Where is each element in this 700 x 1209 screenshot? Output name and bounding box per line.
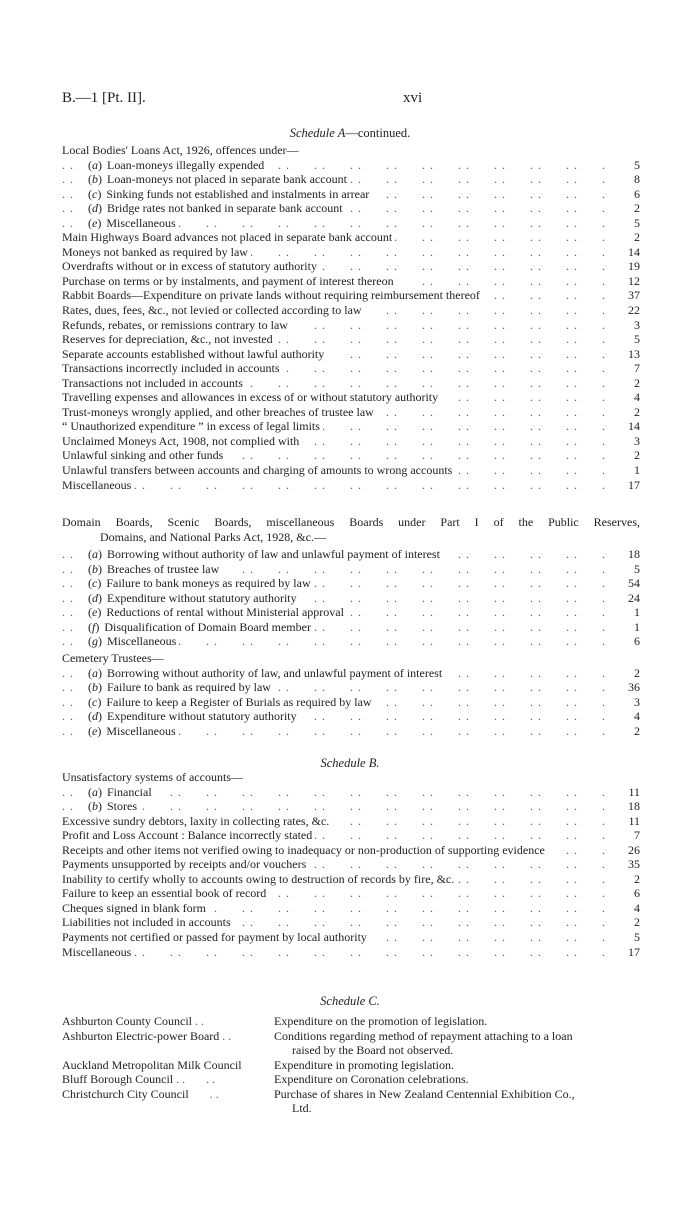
list-item — [62, 448, 640, 463]
item-label — [88, 620, 314, 635]
item-label — [88, 709, 300, 724]
authority-name-text: Bluff Borough Council — [62, 1072, 174, 1087]
item-letter: (e) — [88, 215, 102, 230]
domain-boards-section — [62, 515, 640, 649]
item-label — [62, 245, 251, 260]
schedule-a-continued: —continued. — [345, 126, 411, 140]
list-item — [62, 143, 640, 158]
list-subitem — [62, 799, 640, 814]
item-count: 1 — [610, 605, 640, 620]
schedule-b-list — [62, 770, 640, 959]
leader-dots: . . — [192, 1014, 205, 1028]
item-label — [62, 405, 377, 420]
schedule-c-row — [62, 1029, 640, 1058]
description-continuation: raised by the Board not observed. — [292, 1043, 454, 1058]
cemetery-heading — [62, 651, 640, 666]
list-item — [62, 332, 640, 347]
leader-dots: . . . . — [173, 1072, 216, 1087]
schedule-c-row — [62, 1072, 640, 1087]
local-authority-name — [62, 1087, 272, 1102]
schedule-c-list — [62, 1014, 640, 1116]
item-label — [88, 187, 372, 202]
list-subitem — [62, 785, 640, 800]
list-item — [62, 814, 640, 829]
item-text: Miscellaneous — [62, 477, 132, 492]
list-subitem — [62, 666, 640, 681]
list-item — [62, 288, 640, 303]
item-text: Failure to keep an essential book of record — [62, 886, 267, 901]
item-text: Rates, dues, fees, &c., not levied or collected according to law — [62, 303, 362, 318]
item-label — [88, 695, 375, 710]
description-text: Conditions regarding method of repayment attaching to a loan — [274, 1028, 573, 1043]
item-letter: (c) — [88, 186, 102, 201]
item-letter: (a) — [88, 157, 102, 172]
item-letter: (b) — [88, 172, 102, 187]
item-text: Miscellaneous — [107, 634, 177, 649]
item-count: 2 — [610, 201, 640, 216]
document-reference: B.—1 [Pt. II]. — [62, 90, 146, 106]
item-text: Liabilities not included in accounts — [62, 915, 231, 930]
item-text: Failure to keep a Register of Burials as required by law — [106, 694, 372, 709]
item-text: Unlawful sinking and other funds — [62, 448, 224, 463]
item-text: Expenditure without statutory authority — [107, 590, 297, 605]
page-header — [62, 90, 642, 110]
list-subitem — [62, 172, 640, 187]
item-text: Breaches of trustee law — [107, 561, 220, 576]
item-count: 8 — [610, 172, 640, 187]
leader-dots: . . — [219, 1028, 232, 1043]
description-text: Expenditure on Coronation celebrations. — [274, 1072, 469, 1087]
item-label — [88, 158, 267, 173]
item-label — [88, 172, 350, 187]
cemetery-section — [62, 651, 640, 738]
item-letter: (c) — [88, 694, 102, 709]
item-text: Transactions not included in accounts — [62, 375, 243, 390]
item-text: Miscellaneous — [62, 944, 132, 959]
item-text: Cheques signed in blank form — [62, 900, 206, 915]
list-item — [62, 828, 640, 843]
item-text: Expenditure without statutory authority — [107, 709, 297, 724]
list-item — [62, 872, 640, 887]
item-text: Sinking funds not established and instalments in arrear — [106, 186, 370, 201]
list-subitem — [62, 724, 640, 739]
schedule-a-title — [0, 126, 700, 141]
item-label — [62, 288, 483, 303]
item-text: Trust-moneys wrongly applied, and other breaches of trustee law — [62, 404, 374, 419]
item-text: Inability to certify wholly to accounts owing to destruction of records by fire, &c. — [62, 871, 455, 886]
item-text: Transactions incorrectly included in accounts — [62, 361, 280, 376]
description-continuation: Ltd. — [292, 1101, 312, 1116]
authority-name-text: Ashburton Electric-power Board — [62, 1028, 220, 1043]
item-label — [62, 143, 302, 158]
item-count: 2 — [610, 915, 640, 930]
list-subitem — [62, 680, 640, 695]
list-item — [62, 274, 640, 289]
item-letter: (b) — [88, 680, 102, 695]
item-text: Refunds, rebates, or remissions contrary to law — [62, 317, 288, 332]
item-count: 2 — [610, 666, 640, 681]
item-letter: (b) — [88, 799, 102, 814]
list-subitem — [62, 709, 640, 724]
list-item — [62, 930, 640, 945]
item-text: Borrowing without authority of law, and unlawful payment of interest — [107, 665, 443, 680]
schedule-b-heading-text: Unsatisfactory systems of accounts— — [62, 770, 246, 785]
item-count: 5 — [610, 216, 640, 231]
list-item — [62, 419, 640, 434]
domain-items — [62, 547, 640, 649]
item-text: Reserves for depreciation, &c., not invested — [62, 332, 273, 347]
schedule-c-row — [62, 1058, 640, 1073]
item-label — [88, 547, 443, 562]
item-label — [88, 785, 155, 800]
domain-boards-heading — [62, 515, 640, 544]
item-text: Failure to bank as required by law — [107, 680, 271, 695]
item-label — [88, 799, 140, 814]
item-count: 36 — [610, 680, 640, 695]
item-count: 17 — [610, 945, 640, 960]
item-label — [62, 915, 234, 930]
leader-dots: . . — [188, 1086, 219, 1101]
item-label — [88, 216, 179, 231]
description-text: Expenditure in promoting legislation. — [274, 1057, 454, 1072]
list-subitem — [62, 201, 640, 216]
authority-name-text: Auckland Metropolitan Milk Council — [62, 1057, 242, 1072]
page-number: xvi — [403, 90, 423, 106]
item-text: Receipts and other items not verified owing to inadequacy or non-production of supporting evidence — [62, 842, 545, 857]
list-item — [62, 230, 640, 245]
list-subitem — [62, 187, 640, 202]
item-count: 2 — [610, 376, 640, 391]
item-text: Main Highways Board advances not placed in separate bank account — [62, 230, 393, 245]
item-count: 14 — [610, 419, 640, 434]
item-label — [62, 857, 309, 872]
item-text: Miscellaneous — [106, 723, 176, 738]
item-count: 18 — [610, 547, 640, 562]
list-subitem — [62, 591, 640, 606]
schedule-b-title: Schedule B. — [320, 756, 380, 770]
cemetery-items — [62, 666, 640, 739]
item-label — [62, 901, 209, 916]
list-subitem — [62, 547, 640, 562]
list-subitem — [62, 695, 640, 710]
list-item — [62, 405, 640, 420]
item-label — [62, 318, 291, 333]
item-count: 5 — [610, 930, 640, 945]
item-text: Miscellaneous — [106, 215, 176, 230]
item-count: 7 — [610, 828, 640, 843]
item-label — [62, 332, 276, 347]
item-text: Reductions of rental without Ministerial approval — [106, 605, 344, 620]
item-text: Rabbit Boards—Expenditure on private lands without requiring reimbursement thereof — [62, 288, 480, 303]
schedule-a-list — [62, 143, 640, 492]
item-label — [62, 274, 397, 289]
item-label — [62, 419, 323, 434]
item-label — [62, 303, 365, 318]
item-letter: (e) — [88, 723, 102, 738]
item-label — [62, 230, 395, 245]
item-label — [62, 814, 332, 829]
list-item — [62, 245, 640, 260]
item-text: Payments unsupported by receipts and/or vouchers — [62, 857, 307, 872]
item-text: Local Bodies' Loans Act, 1926, offences under— — [62, 143, 299, 157]
item-count: 2 — [610, 405, 640, 420]
list-item — [62, 857, 640, 872]
item-label — [88, 605, 347, 620]
authority-name-text: Ashburton County Council — [62, 1014, 193, 1028]
item-count: 11 — [610, 814, 640, 829]
authority-name-text: Christchurch City Council — [62, 1086, 189, 1101]
item-label — [88, 724, 179, 739]
local-authority-name — [62, 1072, 272, 1087]
item-text: Borrowing without authority of law and unlawful payment of interest — [107, 547, 440, 562]
item-text: Unlawful transfers between accounts and charging of amounts to wrong accounts — [62, 463, 453, 478]
item-count: 2 — [610, 230, 640, 245]
item-count: 2 — [610, 448, 640, 463]
item-text: Unclaimed Moneys Act, 1908, not complied with — [62, 433, 300, 448]
list-subitem — [62, 562, 640, 577]
schedule-b-items — [62, 814, 640, 959]
item-count: 18 — [610, 799, 640, 814]
item-label — [88, 201, 346, 216]
item-count: 3 — [610, 318, 640, 333]
item-count: 3 — [610, 695, 640, 710]
item-letter: (a) — [88, 665, 102, 680]
schedule-c-row — [62, 1014, 640, 1029]
item-text: Moneys not banked as required by law — [62, 244, 248, 259]
item-count: 22 — [610, 303, 640, 318]
list-item — [62, 945, 640, 960]
item-count: 35 — [610, 857, 640, 872]
list-item — [62, 478, 640, 493]
list-item — [62, 843, 640, 858]
schedule-b-heading — [62, 770, 640, 785]
list-item — [62, 915, 640, 930]
item-text: Separate accounts established without lawful authority — [62, 346, 325, 361]
item-label — [88, 680, 274, 695]
list-item — [62, 347, 640, 362]
list-subitem — [62, 620, 640, 635]
list-item — [62, 259, 640, 274]
item-text: “ Unauthorized expenditure ” in excess of legal limits — [62, 419, 320, 434]
item-count: 1 — [610, 463, 640, 478]
item-count: 4 — [610, 709, 640, 724]
item-count: 2 — [610, 872, 640, 887]
domain-heading-line1: Domain Boards, Scenic Boards, miscellaneous Boards under Part I of the Public Reserves, — [62, 515, 640, 529]
list-subitem — [62, 158, 640, 173]
item-letter: (e) — [88, 605, 102, 620]
item-count: 6 — [610, 634, 640, 649]
item-count: 13 — [610, 347, 640, 362]
item-count: 2 — [610, 724, 640, 739]
list-item — [62, 901, 640, 916]
local-authority-name — [62, 1014, 272, 1029]
item-count: 14 — [610, 245, 640, 260]
list-subitem — [62, 605, 640, 620]
item-text: Excessive sundry debtors, laxity in collecting rates, &c. — [62, 813, 330, 828]
item-letter: (a) — [88, 784, 102, 799]
item-label — [62, 463, 455, 478]
item-label — [62, 930, 370, 945]
schedule-c-row — [62, 1087, 640, 1116]
local-authority-name — [62, 1058, 272, 1073]
item-count: 24 — [610, 591, 640, 606]
list-item — [62, 390, 640, 405]
item-text: Financial — [107, 784, 152, 799]
list-item — [62, 376, 640, 391]
item-label — [62, 376, 246, 391]
item-label — [62, 390, 441, 405]
item-label — [62, 478, 134, 493]
list-item — [62, 303, 640, 318]
item-letter: (d) — [88, 201, 102, 216]
local-authority-name — [62, 1029, 272, 1044]
list-subitem — [62, 216, 640, 231]
item-text: Overdrafts without or in excess of statutory authority — [62, 259, 317, 274]
item-label — [62, 872, 457, 887]
item-count: 26 — [610, 843, 640, 858]
item-count: 5 — [610, 332, 640, 347]
description-text: Purchase of shares in New Zealand Centennial Exhibition Co., — [274, 1086, 575, 1101]
item-count: 6 — [610, 886, 640, 901]
item-text: Loan-moneys illegally expended — [107, 157, 265, 172]
description-text: Expenditure on the promotion of legislation. — [274, 1014, 488, 1028]
item-label — [62, 945, 134, 960]
leader-dots — [62, 478, 606, 493]
item-label — [62, 828, 315, 843]
item-label — [62, 259, 320, 274]
item-count: 54 — [610, 576, 640, 591]
item-label — [88, 562, 222, 577]
cemetery-heading-text: Cemetery Trustees— — [62, 651, 167, 666]
item-text: Purchase on terms or by instalments, and payment of interest thereon — [62, 273, 394, 288]
item-count: 19 — [610, 259, 640, 274]
item-label — [88, 634, 179, 649]
item-text: Disqualification of Domain Board member — [104, 619, 311, 634]
item-text: Profit and Loss Account : Balance incorrectly stated — [62, 828, 313, 843]
item-letter: (d) — [88, 709, 102, 724]
item-letter: (a) — [88, 547, 102, 562]
item-label — [62, 843, 548, 858]
item-text: Payments not certified or passed for payment by local authority — [62, 930, 367, 945]
item-text: Failure to bank moneys as required by law — [106, 576, 311, 591]
item-count: 37 — [610, 288, 640, 303]
item-count: 6 — [610, 187, 640, 202]
item-text: Travelling expenses and allowances in excess of or without statutory authority — [62, 390, 439, 405]
leader-dots — [62, 799, 606, 814]
item-letter: (b) — [88, 561, 102, 576]
item-label — [62, 448, 226, 463]
list-item — [62, 463, 640, 478]
list-subitem — [62, 576, 640, 591]
item-text: Loan-moneys not placed in separate bank account — [107, 172, 347, 187]
schedule-b-sub-items — [62, 785, 640, 814]
schedule-a-title-text: Schedule A — [289, 126, 346, 140]
item-letter: (c) — [88, 576, 102, 591]
item-count: 3 — [610, 434, 640, 449]
list-item — [62, 434, 640, 449]
item-label — [62, 886, 269, 901]
item-count: 17 — [610, 478, 640, 493]
item-label — [62, 347, 327, 362]
item-count: 12 — [610, 274, 640, 289]
item-count: 4 — [610, 901, 640, 916]
item-count: 1 — [610, 620, 640, 635]
item-letter: (g) — [88, 634, 102, 649]
item-label — [88, 591, 300, 606]
item-count: 5 — [610, 158, 640, 173]
item-letter: (d) — [88, 590, 102, 605]
item-label — [62, 361, 283, 376]
item-text: Bridge rates not banked in separate bank account — [107, 201, 343, 216]
item-label — [62, 434, 302, 449]
schedule-c-title: Schedule C. — [320, 994, 380, 1008]
list-item — [62, 886, 640, 901]
item-count: 11 — [610, 785, 640, 800]
domain-heading-line2: Domains, and National Parks Act, 1928, &c.— — [100, 529, 326, 544]
item-label — [88, 576, 314, 591]
item-text: Stores — [107, 799, 137, 814]
item-count: 4 — [610, 390, 640, 405]
list-subitem — [62, 634, 640, 649]
list-item — [62, 361, 640, 376]
item-letter: (f) — [88, 619, 100, 634]
list-item — [62, 318, 640, 333]
leader-dots — [62, 945, 606, 960]
item-count: 5 — [610, 562, 640, 577]
item-label — [88, 666, 445, 681]
item-count: 7 — [610, 361, 640, 376]
